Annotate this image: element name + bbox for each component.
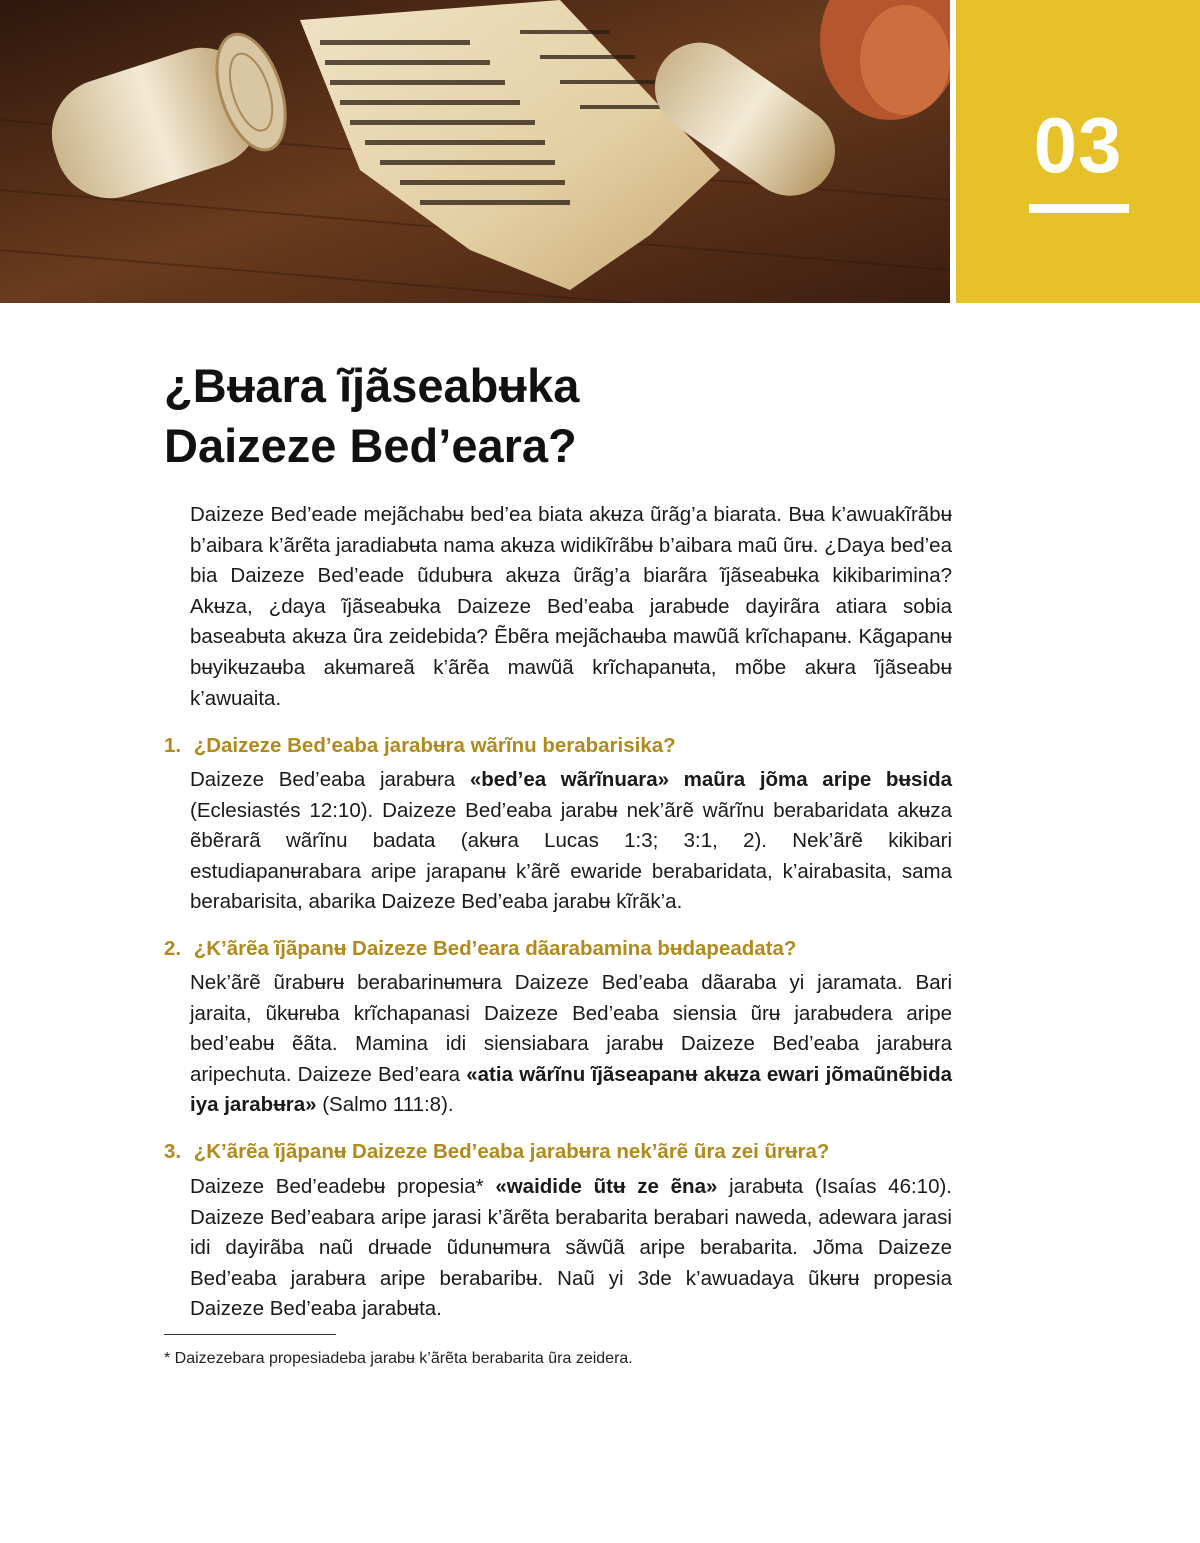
section-3-text-before: Daizeze Bed’eadebʉ propesia* [190, 1175, 496, 1198]
section-3-question [164, 1137, 964, 1167]
chapter-underline [1029, 204, 1129, 213]
section-1-paragraph [190, 765, 952, 918]
section-2-paragraph [190, 968, 952, 1121]
section-3-question-text: ¿K’ãrẽa ĩjãpanʉ Daizeze Bed’eaba jarabʉra nek’ãrẽ ũra zei ũrʉra? [193, 1140, 830, 1163]
section-2-quote: «atia wãrĩnu ĩjãseapanʉ akʉza ewari jõmaũnẽbida iya jarabʉra» [190, 1062, 952, 1117]
section-1-number: 1. [164, 734, 182, 757]
section-1-quote: «bed’ea wãrĩnuara» maũra jõma aripe bʉsida [469, 768, 952, 791]
section-3-number: 3. [164, 1140, 182, 1163]
page-title-line-2: Daizeze Bed’eara? [164, 419, 577, 472]
section-1-text-before: Daizeze Bed’eaba jarabʉra [190, 768, 470, 791]
chapter-number: 03 [1033, 101, 1123, 189]
section-2-text-before: Nek’ãrẽ ũrabʉrʉ berabarinʉmʉra Daizeze Bed’eaba dãaraba yi jaramata. Bari jaraita, ũkʉrʉba krĩchapanasi Daizeze Bed’eaba siensia ũrʉ jarabʉdera aripe bed’eabʉ ẽãta. Mamina idi siensiabara jarabʉ Daizeze Bed’eaba jarabʉra aripechuta. Daizeze Bed’eara [190, 971, 952, 1086]
footnote: * Daizezebara propesiadeba jarabʉ k’ãrẽta berabarita ũra zeidera. [164, 1350, 633, 1367]
section-1-text-after: (Eclesiastés 12:10). Daizeze Bed’eaba jarabʉ nek’ãrẽ wãrĩnu berabaridata akʉza ẽbẽrarã wãrĩnu badata (akʉra Lucas 1:3; 3:1, 2). Nek’ãrẽ kikibari estudiapanʉrabara aripe jarapanʉ k’ãrẽ ewaride berabaridata, k’airabasita, sama berabarisita, abarika Daizeze Bed’eaba jarabʉ kĩrãk’a. [190, 798, 952, 914]
page-title-line-1: ¿Bʉara ĩjãseabʉka [164, 359, 580, 412]
section-2-text-after: (Salmo 111:8). [316, 1093, 454, 1117]
intro-paragraph: Daizeze Bed’eade mejãchabʉ bed’ea biata akʉza ũrãg’a biarata. Bʉa k’awuakĩrãbʉ b’aibara k’ãrẽta jaradiabʉta nama akʉza widikĩrãbʉ b’aibara maũ ũrʉ. ¿Daya bed’ea bia Daizeze Bed’eade ũdubʉra akʉza ũrãg’a biarãra ĩjãseabʉka kikibarimina? Akʉza, ¿daya ĩjãseabʉka Daizeze Bed’eaba jarabʉde dayirãra atiara sobia baseabʉta akʉza ũra zeidebida? Ẽbẽra mejãchaʉba mawũã krĩchapanʉ. Kãgapanʉ bʉyikʉzaʉba akʉmareã k’ãrẽa mawũã krĩchapanʉta, mõbe akʉra ĩjãseabʉ k’awuaita. [190, 503, 952, 710]
section-3-text-after: jarabʉta (Isaías 46:10). Daizeze Bed’eabara aripe jarasi k’ãrẽta berabarita berabari naweda, adewara jarasi idi dayirãba naũ drʉade ũdunʉmʉra sãwũã aripe berabarita. Jõma Daizeze Bed’eaba jarabʉra aripe berabaribʉ. Naũ yi 3de k’awuadaya ũkʉrʉ propesia Daizeze Bed’eaba jarabʉta. [190, 1175, 953, 1321]
section-1-question-text: ¿Daizeze Bed’eaba jarabʉra wãrĩnu berabarisika? [193, 734, 676, 757]
section-3-quote: «waidide ũtʉ ze ẽna» [495, 1175, 718, 1198]
section-1-question [164, 731, 964, 761]
section-2-question [164, 934, 964, 964]
section-2-question-text: ¿K’ãrẽa ĩjãpanʉ Daizeze Bed’eara dãarabamina bʉdapeadata? [193, 937, 797, 960]
footnote-divider [164, 1334, 336, 1335]
chapter-tab [956, 0, 1200, 303]
page-title [164, 356, 924, 476]
section-3-paragraph [190, 1172, 952, 1325]
section-2-number: 2. [164, 937, 182, 960]
header-photo-scrolls [0, 0, 950, 303]
